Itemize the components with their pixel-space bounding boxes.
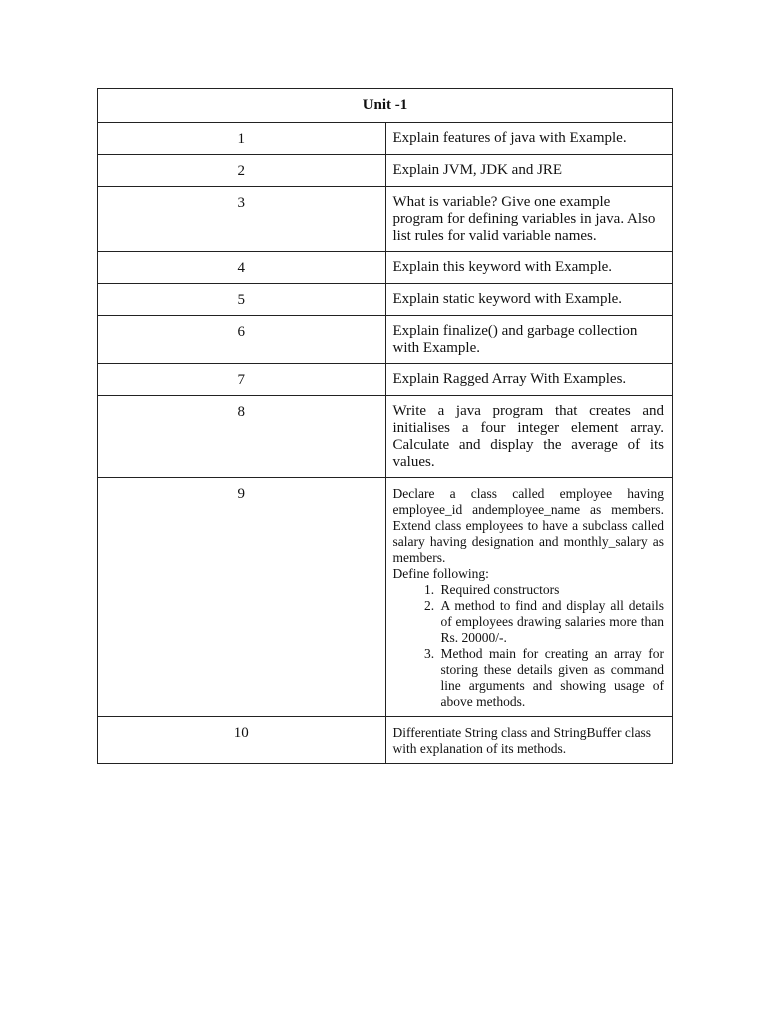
question-text: Explain this keyword with Example. xyxy=(385,252,673,284)
question-table xyxy=(97,88,673,764)
question-number: 2 xyxy=(98,155,386,187)
question-number: 6 xyxy=(98,316,386,364)
question-text: What is variable? Give one example program for defining variables in java. Also list rules for valid variable names. xyxy=(385,187,673,252)
question-text: Explain static keyword with Example. xyxy=(385,284,673,316)
question-text: Explain finalize() and garbage collection with Example. xyxy=(385,316,673,364)
question-text: Explain Ragged Array With Examples. xyxy=(385,364,673,396)
question-number: 10 xyxy=(98,717,386,764)
question-row xyxy=(98,187,673,252)
question-text: Explain JVM, JDK and JRE xyxy=(385,155,673,187)
table-header-row xyxy=(98,89,673,123)
sub-list-item: 2. A method to find and display all details of employees drawing salaries more than Rs. 20000/-. xyxy=(438,598,665,646)
question-text: Write a java program that creates and initialises a four integer element array. Calculate and display the average of its values. xyxy=(385,396,673,478)
question-number: 3 xyxy=(98,187,386,252)
unit-title: Unit -1 xyxy=(98,89,673,123)
question-number: 1 xyxy=(98,123,386,155)
question-row xyxy=(98,478,673,717)
question-row xyxy=(98,396,673,478)
question-number: 7 xyxy=(98,364,386,396)
question-row xyxy=(98,123,673,155)
subheading: Define following: xyxy=(392,566,489,581)
sub-list-item: 3. Method main for creating an array for storing these details given as command line arguments and showing usage of above methods. xyxy=(438,646,665,710)
question-text: Differentiate String class and StringBuffer class with explanation of its methods. xyxy=(385,717,673,764)
question-row xyxy=(98,316,673,364)
question-number: 5 xyxy=(98,284,386,316)
question-number: 9 xyxy=(98,478,386,717)
question-number: 8 xyxy=(98,396,386,478)
question-text: Declare a class called employee having employee_id andemployee_name as members. Extend class employees to have a subclass called salary having designation and monthly_salary as members. xyxy=(392,486,664,565)
question-row xyxy=(98,364,673,396)
question-row xyxy=(98,717,673,764)
sub-list xyxy=(393,582,665,710)
sub-list-item: 1. Required constructors xyxy=(438,582,665,598)
question-row xyxy=(98,252,673,284)
question-number: 4 xyxy=(98,252,386,284)
question-text: Explain features of java with Example. xyxy=(385,123,673,155)
question-row xyxy=(98,284,673,316)
question-body xyxy=(385,478,673,717)
question-row xyxy=(98,155,673,187)
